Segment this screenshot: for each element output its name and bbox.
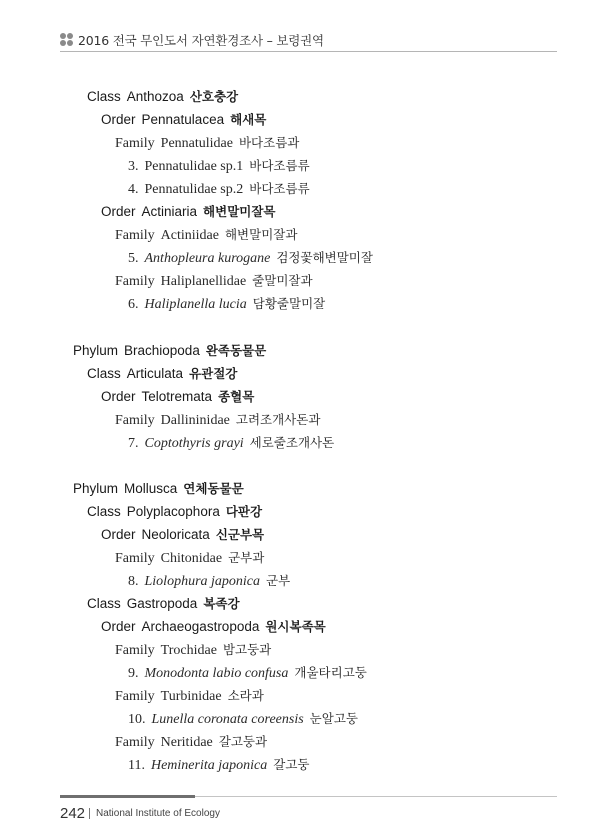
species-entry: 11. Heminerita japonica 갈고둥: [128, 757, 310, 773]
footer-separator: [89, 808, 90, 819]
family-entry: Family Haliplanellidae 줄말미잘과: [115, 273, 313, 289]
order-entry: Order Pennatulacea 해새목: [101, 112, 267, 127]
species-entry: 4. Pennatulidae sp.2 바다조름류: [128, 181, 310, 197]
footer-rule: [60, 795, 195, 798]
species-entry: 6. Haliplanella lucia 담황줄말미잘: [128, 296, 326, 312]
order-entry: Order Actiniaria 해변말미잘목: [101, 204, 276, 219]
species-entry: 9. Monodonta labio confusa 개울타리고둥: [128, 665, 367, 681]
family-entry: Family Chitonidae 군부과: [115, 550, 265, 566]
family-entry: Family Dallininidae 고려조개사돈과: [115, 412, 321, 428]
family-entry: Family Turbinidae 소라과: [115, 688, 264, 704]
running-header: [0, 0, 616, 52]
header-dots-icon: [60, 33, 74, 47]
family-entry: Family Pennatulidae 바다조름과: [115, 135, 300, 151]
family-entry: Family Trochidae 밤고둥과: [115, 642, 272, 658]
species-entry: 5. Anthopleura kurogane 검정꽃해변말미잘: [128, 250, 373, 266]
family-entry: Family Actiniidae 해변말미잘과: [115, 227, 298, 243]
species-entry: 10. Lunella coronata coreensis 눈알고둥: [128, 711, 358, 727]
family-entry: Family Neritidae 갈고둥과: [115, 734, 268, 750]
order-entry: Order Telotremata 종혈목: [101, 389, 255, 404]
page-number: 242: [60, 805, 86, 822]
species-entry: 8. Liolophura japonica 군부: [128, 573, 291, 589]
class-entry: Class Articulata 유관절강: [87, 366, 238, 381]
species-entry: 7. Coptothyris grayi 세로줄조개사돈: [128, 435, 335, 451]
order-entry: Order Neoloricata 신군부목: [101, 527, 265, 542]
species-entry: 3. Pennatulidae sp.1 바다조름류: [128, 158, 310, 174]
phylum-entry: Phylum Brachiopoda 완족동물문: [73, 343, 267, 358]
order-entry: Order Archaeogastropoda 원시복족목: [101, 619, 326, 634]
footer-rule-thin: [195, 796, 557, 797]
header-rule: [60, 51, 557, 52]
publisher-name: National Institute of Ecology: [96, 808, 220, 819]
header-title: 2016 전국 무인도서 자연환경조사 – 보령권역: [78, 33, 324, 48]
class-entry: Class Anthozoa 산호충강: [87, 89, 239, 104]
class-entry: Class Gastropoda 복족강: [87, 596, 240, 611]
class-entry: Class Polyplacophora 다판강: [87, 504, 263, 519]
phylum-entry: Phylum Mollusca 연체동물문: [73, 481, 244, 496]
